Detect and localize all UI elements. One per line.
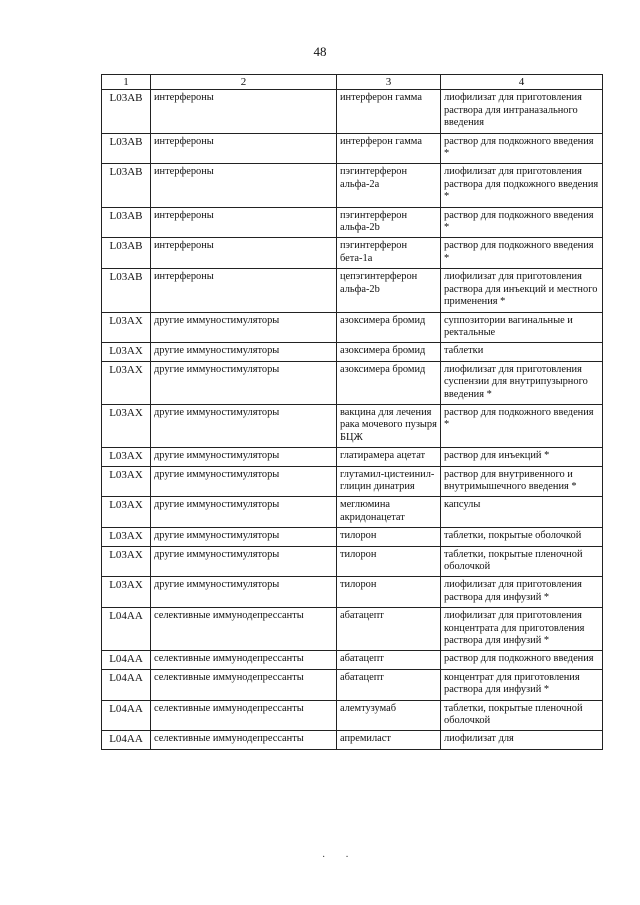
- table-row: [102, 90, 603, 133]
- drug-name-cell: пэгинтерферон бета-1а: [337, 238, 441, 269]
- dosage-form-cell: раствор для подкожного введения *: [441, 207, 603, 238]
- table-row: [102, 343, 603, 361]
- table-row: [102, 528, 603, 546]
- dosage-form-cell: раствор для подкожного введения *: [441, 404, 603, 447]
- drug-name-cell: меглюмина акридонацетат: [337, 497, 441, 528]
- table-row: [102, 497, 603, 528]
- atc-code-cell: L04AA: [102, 608, 151, 651]
- table-row: [102, 361, 603, 404]
- dosage-form-cell: таблетки, покрытые пленочной оболочкой: [441, 700, 603, 731]
- atc-code-cell: L03AX: [102, 546, 151, 577]
- drug-name-cell: абатацепт: [337, 669, 441, 700]
- group-name-cell: другие иммуностимуляторы: [151, 361, 337, 404]
- atc-code-cell: L03AB: [102, 133, 151, 164]
- drug-name-cell: глутамил-цистеинил-глицин динатрия: [337, 466, 441, 497]
- dosage-form-cell: лиофилизат для приготовления раствора для инфузий *: [441, 577, 603, 608]
- group-name-cell: другие иммуностимуляторы: [151, 497, 337, 528]
- atc-code-cell: L04AA: [102, 731, 151, 749]
- drug-name-cell: глатирамера ацетат: [337, 448, 441, 466]
- group-name-cell: интерфероны: [151, 133, 337, 164]
- table-row: [102, 546, 603, 577]
- group-name-cell: селективные иммунодепрессанты: [151, 651, 337, 669]
- dosage-form-cell: раствор для инъекций *: [441, 448, 603, 466]
- atc-code-cell: L03AB: [102, 269, 151, 312]
- drug-table: [101, 74, 603, 750]
- dosage-form-cell: таблетки: [441, 343, 603, 361]
- atc-code-cell: L03AB: [102, 207, 151, 238]
- dosage-form-cell: раствор для подкожного введения *: [441, 238, 603, 269]
- dosage-form-cell: раствор для подкожного введения: [441, 651, 603, 669]
- group-name-cell: другие иммуностимуляторы: [151, 404, 337, 447]
- table-header-row: [102, 75, 603, 90]
- drug-name-cell: интерферон гамма: [337, 90, 441, 133]
- dosage-form-cell: капсулы: [441, 497, 603, 528]
- table-row: [102, 608, 603, 651]
- dosage-form-cell: суппозитории вагинальные и ректальные: [441, 312, 603, 343]
- column-header: 3: [337, 75, 441, 90]
- atc-code-cell: L03AX: [102, 361, 151, 404]
- group-name-cell: селективные иммунодепрессанты: [151, 700, 337, 731]
- atc-code-cell: L03AX: [102, 528, 151, 546]
- group-name-cell: другие иммуностимуляторы: [151, 448, 337, 466]
- drug-name-cell: тилорон: [337, 528, 441, 546]
- group-name-cell: интерфероны: [151, 238, 337, 269]
- drug-name-cell: абатацепт: [337, 651, 441, 669]
- drug-name-cell: интерферон гамма: [337, 133, 441, 164]
- dosage-form-cell: раствор для внутривенного и внутримышечного введения *: [441, 466, 603, 497]
- table-row: [102, 731, 603, 749]
- atc-code-cell: L03AX: [102, 577, 151, 608]
- table-row: [102, 448, 603, 466]
- group-name-cell: другие иммуностимуляторы: [151, 546, 337, 577]
- dosage-form-cell: раствор для подкожного введения *: [441, 133, 603, 164]
- dosage-form-cell: лиофилизат для приготовления суспензии для внутрипузырного введения *: [441, 361, 603, 404]
- drug-name-cell: вакцина для лечения рака мочевого пузыря БЦЖ: [337, 404, 441, 447]
- drug-name-cell: цепэгинтерферон альфа-2b: [337, 269, 441, 312]
- table-row: [102, 669, 603, 700]
- table-row: [102, 700, 603, 731]
- group-name-cell: селективные иммунодепрессанты: [151, 608, 337, 651]
- dosage-form-cell: лиофилизат для приготовления раствора для интраназального введения: [441, 90, 603, 133]
- table-row: [102, 207, 603, 238]
- drug-name-cell: азоксимера бромид: [337, 361, 441, 404]
- group-name-cell: интерфероны: [151, 90, 337, 133]
- group-name-cell: селективные иммунодепрессанты: [151, 731, 337, 749]
- atc-code-cell: L03AB: [102, 238, 151, 269]
- table-row: [102, 651, 603, 669]
- group-name-cell: селективные иммунодепрессанты: [151, 669, 337, 700]
- dosage-form-cell: лиофилизат для приготовления раствора для инъекций и местного применения *: [441, 269, 603, 312]
- group-name-cell: интерфероны: [151, 164, 337, 207]
- group-name-cell: другие иммуностимуляторы: [151, 577, 337, 608]
- atc-code-cell: L03AB: [102, 164, 151, 207]
- table-row: [102, 312, 603, 343]
- drug-name-cell: абатацепт: [337, 608, 441, 651]
- atc-code-cell: L03AX: [102, 343, 151, 361]
- table-row: [102, 577, 603, 608]
- atc-code-cell: L03AX: [102, 312, 151, 343]
- group-name-cell: другие иммуностимуляторы: [151, 528, 337, 546]
- atc-code-cell: L03AX: [102, 466, 151, 497]
- drug-name-cell: апремиласт: [337, 731, 441, 749]
- group-name-cell: другие иммуностимуляторы: [151, 312, 337, 343]
- dosage-form-cell: концентрат для приготовления раствора для инфузий *: [441, 669, 603, 700]
- group-name-cell: интерфероны: [151, 269, 337, 312]
- drug-name-cell: пэгинтерферон альфа-2а: [337, 164, 441, 207]
- drug-name-cell: тилорон: [337, 546, 441, 577]
- atc-code-cell: L03AX: [102, 497, 151, 528]
- dosage-form-cell: лиофилизат для: [441, 731, 603, 749]
- group-name-cell: интерфероны: [151, 207, 337, 238]
- drug-name-cell: тилорон: [337, 577, 441, 608]
- atc-code-cell: L04AA: [102, 700, 151, 731]
- table-row: [102, 466, 603, 497]
- dosage-form-cell: таблетки, покрытые оболочкой: [441, 528, 603, 546]
- table-row: [102, 238, 603, 269]
- drug-name-cell: азоксимера бромид: [337, 343, 441, 361]
- drug-name-cell: алемтузумаб: [337, 700, 441, 731]
- atc-code-cell: L03AB: [102, 90, 151, 133]
- dosage-form-cell: лиофилизат для приготовления раствора для подкожного введения *: [441, 164, 603, 207]
- dosage-form-cell: таблетки, покрытые пленочной оболочкой: [441, 546, 603, 577]
- drug-name-cell: азоксимера бромид: [337, 312, 441, 343]
- table-row: [102, 269, 603, 312]
- column-header: 2: [151, 75, 337, 90]
- atc-code-cell: L04AA: [102, 651, 151, 669]
- table-row: [102, 164, 603, 207]
- group-name-cell: другие иммуностимуляторы: [151, 343, 337, 361]
- dosage-form-cell: лиофилизат для приготовления концентрата для приготовления раствора для инфузий *: [441, 608, 603, 651]
- table-body: [102, 90, 603, 749]
- page-number: 48: [313, 44, 327, 59]
- atc-code-cell: L03AX: [102, 404, 151, 447]
- column-header: 4: [441, 75, 603, 90]
- drug-name-cell: пэгинтерферон альфа-2b: [337, 207, 441, 238]
- atc-code-cell: L03AX: [102, 448, 151, 466]
- atc-code-cell: L04AA: [102, 669, 151, 700]
- group-name-cell: другие иммуностимуляторы: [151, 466, 337, 497]
- column-header: 1: [102, 75, 151, 90]
- table-row: [102, 133, 603, 164]
- footer-mark: · ·: [322, 852, 349, 863]
- table-row: [102, 404, 603, 447]
